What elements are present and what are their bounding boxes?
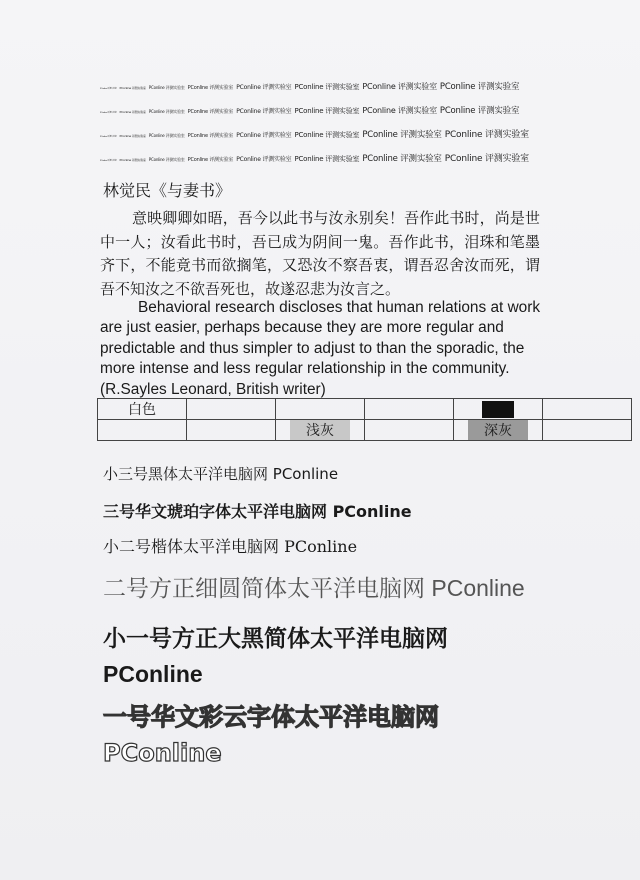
gradient-text-item: PConline 评测实验室 (100, 136, 117, 138)
gradient-text-item: PConline 评测实验室 (100, 112, 117, 114)
font-sample-heiti: 小三号黑体太平洋电脑网 PConline (103, 465, 339, 483)
gradient-text-item: PConline 评测实验室 (119, 110, 146, 114)
gradient-text-item: PConline 评测实验室 (439, 82, 520, 92)
gradient-text-item: PConline 评测实验室 (294, 131, 360, 139)
gradient-text-item: PConline 评测实验室 (294, 83, 360, 91)
cell-empty (543, 420, 632, 441)
gradient-text-item: PConline 评测实验室 (362, 82, 437, 91)
white-label: 白色 (128, 402, 156, 418)
gradient-text-item: PConline 评测实验室 (148, 157, 185, 162)
gradient-text-item: PConline 评测实验室 (119, 86, 146, 90)
cell-empty (365, 399, 454, 420)
font-sample-xiyuan: 二号方正细圆简体太平洋电脑网 PConline (103, 575, 525, 601)
gradient-text-item: PConline 评测实验室 (236, 156, 292, 163)
cell-light-gray (276, 420, 365, 441)
gradient-text-item: PConline 评测实验室 (362, 106, 437, 115)
gradient-text-item: PConline 评测实验室 (236, 108, 292, 115)
cell-empty (187, 399, 276, 420)
gradient-text-item: PConline 评测实验室 (362, 130, 442, 140)
gradient-text-item: PConline 评测实验室 (362, 154, 442, 164)
gradient-text-item: PConline 评测实验室 (187, 85, 234, 91)
gradient-text-item: PConline 评测实验室 (119, 158, 146, 162)
cell-empty (365, 420, 454, 441)
cell-empty (276, 399, 365, 420)
gradient-text-item: PConline 评测实验室 (148, 109, 185, 114)
cell-black (454, 399, 543, 420)
cell-empty (98, 420, 187, 441)
gradient-text-item: PConline 评测实验室 (444, 130, 529, 140)
cell-white (98, 399, 187, 420)
gradient-text-item: PConline 评测实验室 (294, 107, 360, 115)
gradient-text-row-2 (100, 98, 545, 116)
letter-body: 意映卿卿如晤，吾今以此书与汝永别矣！吾作此书时，尚是世中一人；汝看此书时，吾已成为阴间一鬼。吾作此书，泪珠和笔墨齐下，不能竟书而欲搁笔，又恐汝不察吾衷，谓吾忍舍汝而死，谓吾不知汝之不欲吾死也，故遂忍悲为汝言之。 (100, 209, 540, 298)
gray-scale-table (97, 398, 632, 441)
gradient-text-item: PConline 评测实验室 (444, 154, 529, 164)
gradient-text-item: PConline 评测实验室 (187, 109, 234, 115)
gradient-text-item: PConline 评测实验室 (439, 106, 520, 116)
gradient-text-item: PConline 评测实验室 (119, 134, 146, 138)
cell-empty (187, 420, 276, 441)
black-swatch (482, 401, 514, 418)
gradient-text-row-3 (100, 122, 545, 140)
font-sample-dahei: 小一号方正大黑简体太平洋电脑网 PConline (103, 625, 448, 687)
font-sample-kaiti: 小二号楷体太平洋电脑网 PConline (103, 537, 358, 556)
gradient-text-item: PConline 评测实验室 (187, 133, 234, 139)
gradient-text-item: PConline 评测实验室 (100, 88, 117, 90)
gradient-text-row-4 (100, 146, 545, 164)
cell-empty (543, 399, 632, 420)
gradient-text-item: PConline 评测实验室 (294, 155, 360, 163)
gradient-text-item: PConline 评测实验室 (148, 85, 185, 90)
gradient-text-item: PConline 评测实验室 (100, 160, 117, 162)
font-sample-caiyun: 一号华文彩云字体太平洋电脑网 PConline (103, 703, 439, 767)
english-paragraph: Behavioral research discloses that human relations at work are just easier, perhaps because they are more regular and predictable and thus simpler to adjust to than the sporadic, the more intense and less regular relationship in the community. (R.Sayles Leonard, British writer) (100, 299, 541, 398)
gradient-text-item: PConline 评测实验室 (236, 84, 292, 91)
letter-title: 林觉民《与妻书》 (103, 181, 232, 200)
dark-gray-label: 深灰 (468, 420, 528, 440)
gradient-text-row-1 (100, 74, 545, 92)
gradient-text-item: PConline 评测实验室 (148, 133, 185, 138)
gradient-text-item: PConline 评测实验室 (236, 132, 292, 139)
cell-dark-gray (454, 420, 543, 441)
light-gray-label: 浅灰 (290, 420, 350, 440)
gradient-text-item: PConline 评测实验室 (187, 157, 234, 163)
font-sample-hupo: 三号华文琥珀字体太平洋电脑网 PConline (103, 502, 412, 521)
